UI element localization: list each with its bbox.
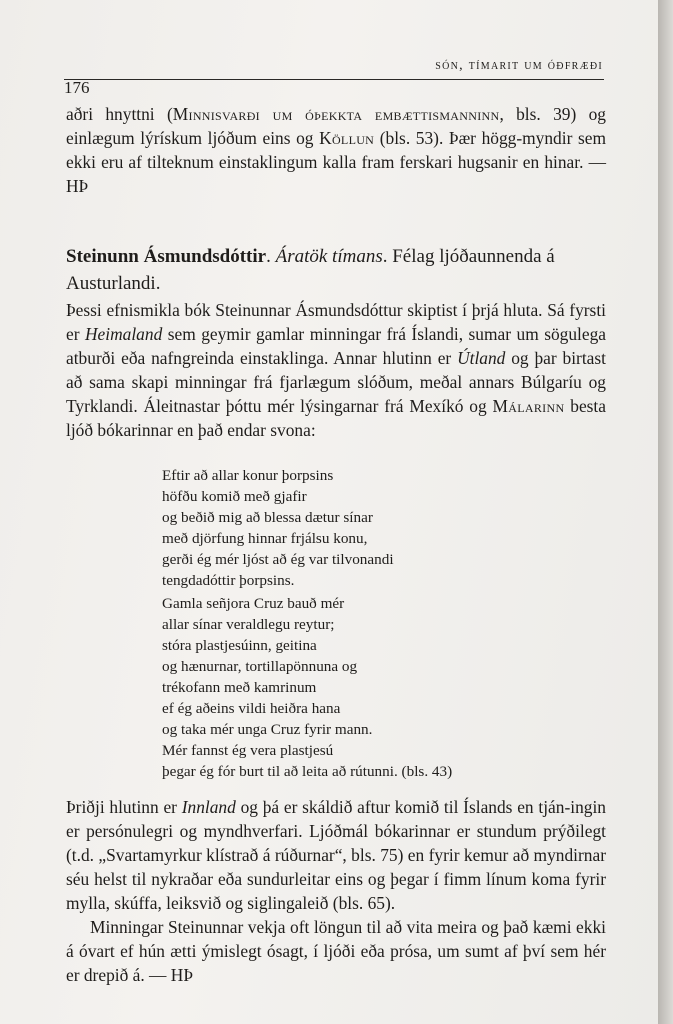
poem-line: stóra plastjesúinn, geitina [162,637,317,654]
poem-title-ref: Köllun [319,128,375,148]
closing-paragraph-1 [66,795,606,915]
text-run: Þriðji hlutinn er [66,797,182,817]
poem-line: trékofann með kamrinum [162,679,317,696]
poem-stanza-1 [162,465,582,591]
review-closing [66,795,606,987]
previous-review-continuation [66,102,606,198]
poem-line: Mér fannst ég vera plastjesú [162,742,334,759]
poem-line: allar sínar veraldlegu reytur; [162,616,335,633]
text-run: aðri hnyttni ( [66,104,173,124]
running-head: són, tímarit um óðfræði [435,58,603,73]
review-author: Steinunn Ásmundsdóttir [66,246,267,267]
poem-title-ref: Málarinn [492,396,565,416]
text-run: , bls. 39) og einlægum lýrískum ljóðum eins og [66,104,606,148]
poem-line: og beðið mig að blessa dætur sínar [162,509,373,526]
poem-line: gerði ég mér ljóst að ég var tilvonandi [162,551,394,568]
poem-line: og hænurnar, tortillapönnuna og [162,658,358,675]
publisher: . Félag ljóðaunnenda á Austurlandi. [66,246,555,294]
section-title: Útland [457,348,506,368]
poem-line: Gamla señjora Cruz bauð mér [162,595,345,612]
poem-line: með djörfung hinnar frjálsu konu, [162,530,368,547]
poem-stanza-2 [162,593,582,782]
poem-title-ref: Minnisvarði um óþekkta embættismanninn [172,104,500,124]
section-title: Heimaland [84,324,163,344]
poem-line: Eftir að allar konur þorpsins [162,467,334,484]
page-edge [658,0,673,1024]
poem-line: þegar ég fór burt til að leita að rútunni. (bls. 43) [162,763,453,780]
review-heading [66,243,606,297]
section-title: Innland [181,797,236,817]
page-number: 176 [64,78,90,97]
poem-line: ef ég aðeins vildi heiðra hana [162,700,341,717]
heading-separator: . [266,246,276,267]
poem-line: og taka mér unga Cruz fyrir mann. [162,721,373,738]
poem-line: höfðu komið með gjafir [162,488,307,505]
text-run: (bls. 53). Þær högg-myndir sem ekki eru af tilteknum einstaklingum kalla fram ferskari hugsanir en hinar. — HÞ [66,128,606,196]
book-title: Áratök tímans [275,246,383,267]
text-run: sem geymir gamlar minningar frá Íslandi, sumar um sögulega atburði eða nafngreinda einstaklinga. Annar hlutinn er [66,324,607,368]
header-rule [64,79,604,80]
poem-line: tengdadóttir þorpsins. [162,572,295,589]
text-run: besta ljóð bókarinnar en það endar svona: [66,396,606,440]
closing-paragraph-2: Minningar Steinunnar vekja oft löngun til að vita meira og það kæmi ekki á óvart ef hún ætti ýmislegt ósagt, í ljóði eða prósa, um sumt af því sem hér er drepið á. — HÞ [66,917,606,985]
text-run: Þessi efnismikla bók Steinunnar Ásmundsdóttur skiptist í þrjá hluta. Sá fyrsti er [66,300,606,344]
text-run: og þá er skáldið aftur komið til Íslands en tján-ingin er persónulegri og myndhverfari. Ljóðmál bókarinnar er stundum prýðilegt (t.d. „Svartamyrkur klístrað á rúðurnar“, bls. 75) en fyrir kemur að myndirnar séu helst til nykraðar eða sundurleitar eins og þegar í fimm línum koma fyrir mylla, skúffa, leiksvið og siglingaleið (bls. 65). [66,797,606,913]
review-intro-paragraph [66,298,606,442]
text-run: og þar birtast að sama skapi minningar frá fjarlægum slóðum, meðal annars Búlgaríu og Tyrklandi. Áleitnastar þóttu mér lýsingarnar frá Mexíkó og [66,348,606,416]
